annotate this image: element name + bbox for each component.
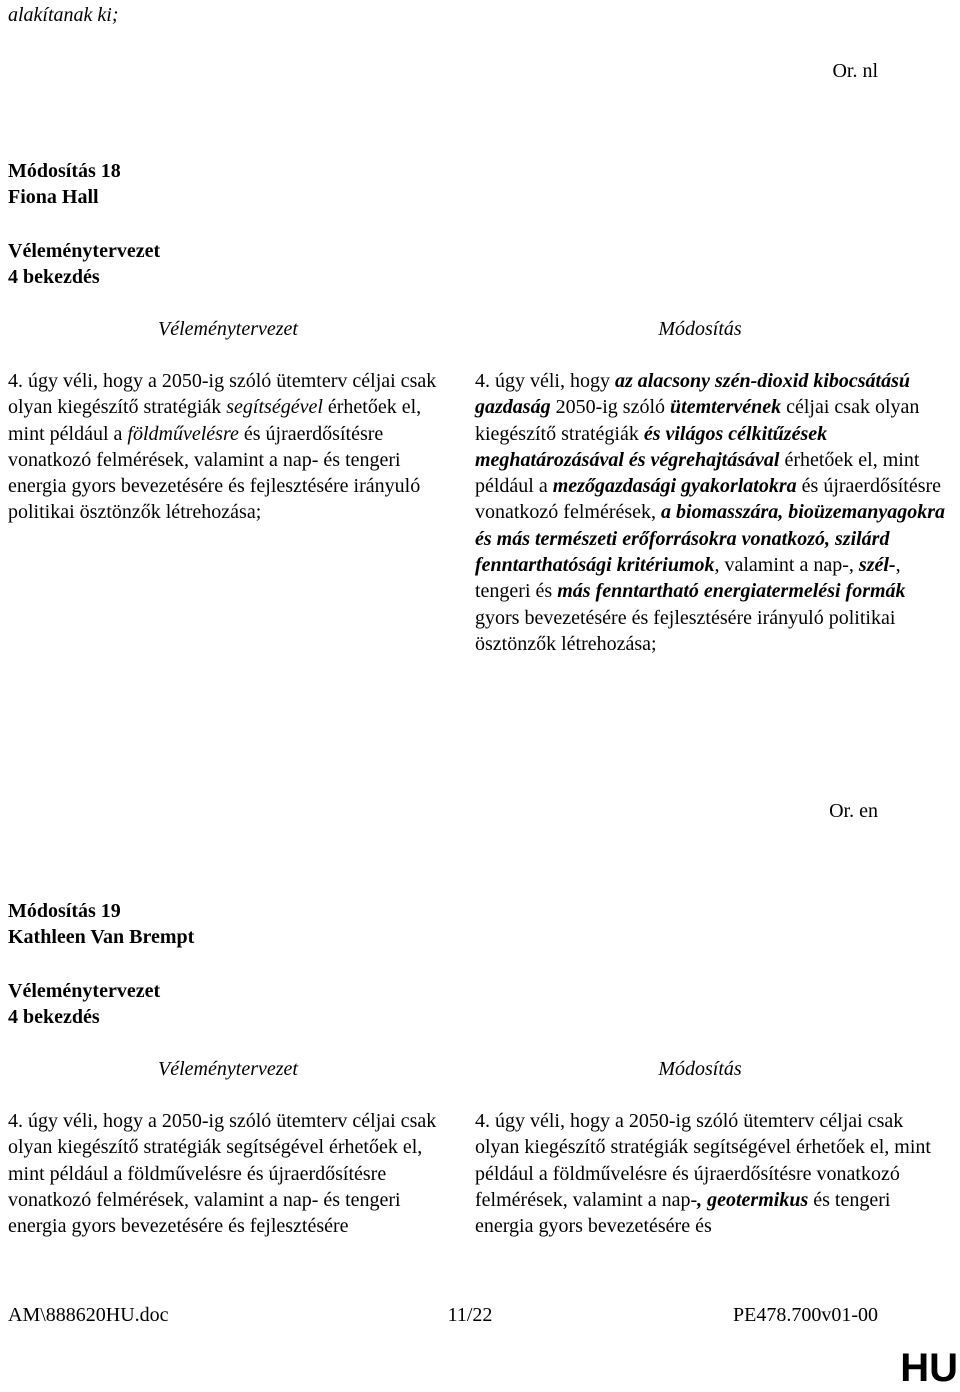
text-run: és újraerdősítésre vonatkozó felmérések, (475, 475, 942, 524)
text-run: 4. úgy véli, hogy a 2050-ig szóló ütemterv céljai csak olyan kiegészítő stratégiák segítségével érhetőek el, mint például a földművelésre és újraerdősítésre vonatkozó felmérések, valamint a nap- és tengeri energia gyors bevezetésére és fejlesztésére (8, 1110, 437, 1238)
document-type: Véleménytervezet (8, 980, 161, 1002)
emphasized-text-run: mezőgazdasági gyakorlatokra (552, 475, 797, 498)
text-run: 4. úgy véli, hogy (475, 370, 615, 392)
column-header-amendment: Módosítás (658, 318, 742, 340)
amendment-text (475, 368, 945, 657)
emphasized-text-run: segítségével (226, 396, 323, 419)
column-header-amendment: Módosítás (658, 1058, 742, 1080)
amendment-author: Kathleen Van Brempt (8, 926, 195, 948)
draft-opinion-text (8, 368, 448, 526)
text-run: gyors bevezetésére és fejlesztésére irányuló politikai ösztönzők létrehozása; (475, 606, 896, 655)
emphasized-text-run: és világos célkitűzések meghatározásával és végrehajtásával (475, 422, 828, 471)
emphasized-text-run: szél- (858, 554, 896, 577)
amendment-text (475, 1108, 945, 1239)
text-run: , tengeri és (475, 554, 901, 603)
emphasized-text-run: a biomasszára, bioüzemanyagokra és más természeti erőforrásokra vonatkozó, szilárd fenntarthatósági kritériumok (475, 501, 945, 577)
text-run: 4. úgy véli, hogy a 2050-ig szóló ütemterv céljai csak olyan kiegészítő stratégiák (8, 370, 437, 419)
original-language-label: Or. nl (832, 60, 878, 82)
amendment-number: Módosítás 19 (8, 900, 121, 922)
text-run: 2050-ig szóló (550, 396, 671, 419)
language-code: HU (900, 1346, 958, 1390)
pe-reference: PE478.700v01-00 (733, 1304, 878, 1326)
text-run: érhetőek el, mint például a (8, 396, 422, 445)
amendment-number: Módosítás 18 (8, 160, 121, 182)
paragraph-reference: 4 bekezdés (8, 1006, 100, 1028)
paragraph-reference: 4 bekezdés (8, 266, 100, 288)
text-run: 4. úgy véli, hogy a 2050-ig szóló ütemterv céljai csak olyan kiegészítő stratégiák segítségével érhetőek el, mint például a földművelésre és újraerdősítésre vonatkozó felmérések, valamint a nap- (475, 1110, 931, 1211)
text-run: és tengeri energia gyors bevezetésére és (475, 1188, 891, 1238)
continued-text-fragment: alakítanak ki; (8, 4, 119, 26)
emphasized-text-run: , geotermikus (697, 1188, 809, 1211)
original-language-label: Or. en (829, 800, 878, 822)
text-run: céljai csak olyan kiegészítő stratégiák (475, 396, 920, 445)
text-run: és újraerdősítésre vonatkozó felmérések, valamint a nap- és tengeri energia gyors bevezetésére és fejlesztésére irányuló politikai ösztönzők létrehozása; (8, 422, 421, 524)
page-number: 11/22 (447, 1304, 493, 1326)
emphasized-text-run: az alacsony szén-dioxid kibocsátású gazdaság (475, 370, 911, 419)
text-run: érhetőek el, mint például a (475, 448, 920, 498)
draft-opinion-text (8, 1108, 448, 1239)
column-header-draft-opinion: Véleménytervezet (158, 1058, 298, 1080)
emphasized-text-run: ütemtervének (670, 396, 782, 419)
amendment-author: Fiona Hall (8, 186, 99, 208)
emphasized-text-run: földművelésre (127, 422, 239, 445)
document-reference: AM\888620HU.doc (8, 1304, 169, 1326)
text-run: , valamint a nap-, (714, 554, 859, 577)
column-header-draft-opinion: Véleménytervezet (158, 318, 298, 340)
emphasized-text-run: más fenntartható energiatermelési formák (557, 580, 906, 603)
document-type: Véleménytervezet (8, 240, 161, 262)
